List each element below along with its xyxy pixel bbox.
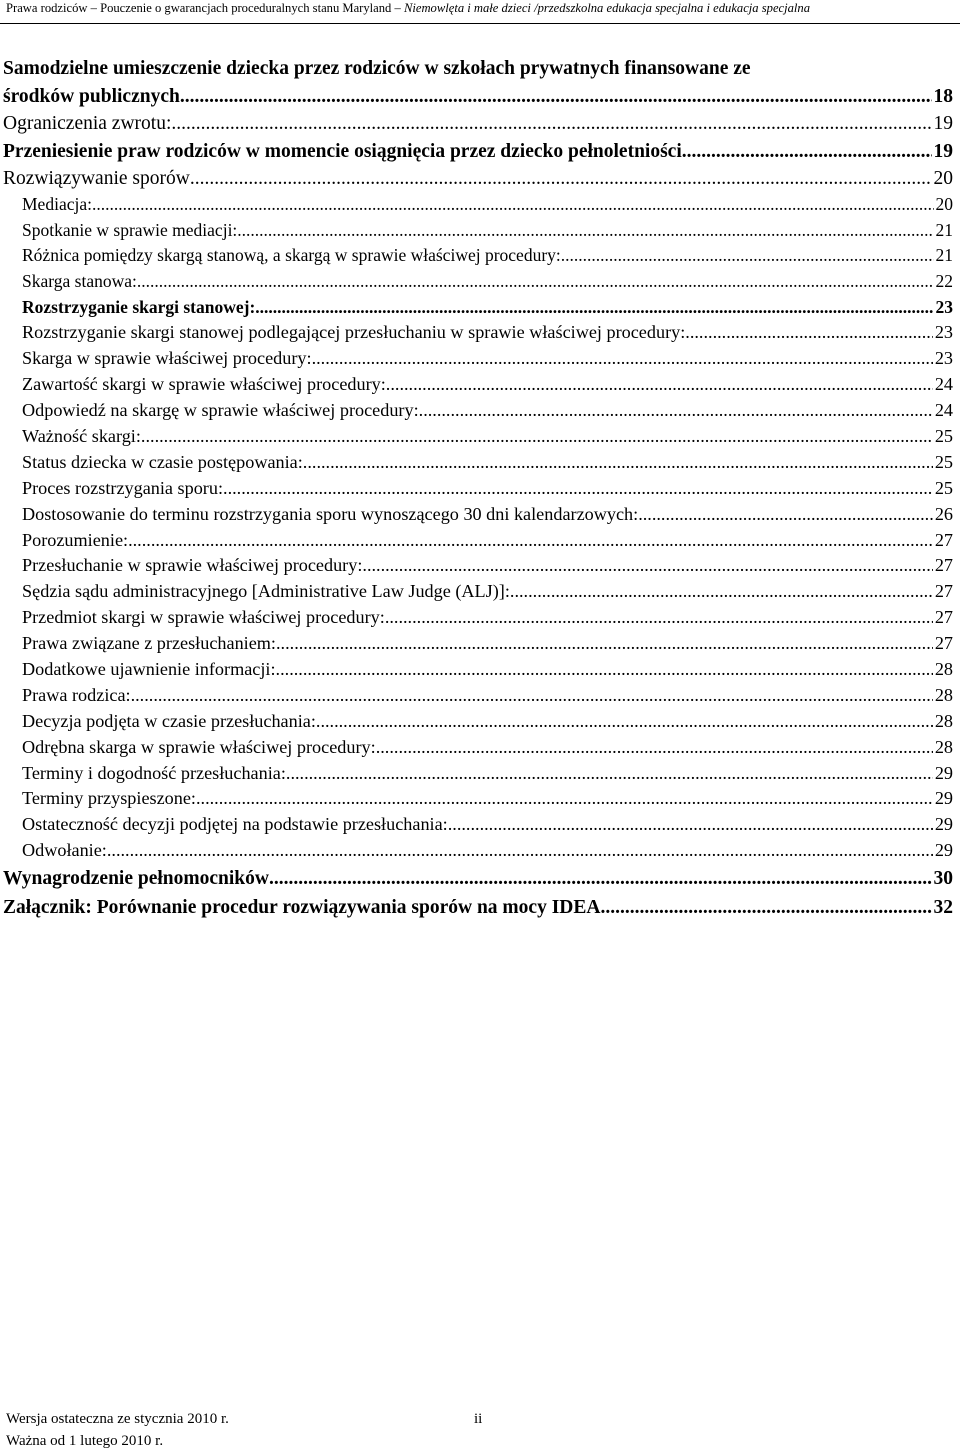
toc-entry-title: Rozwiązywanie sporów xyxy=(3,168,190,189)
toc-dot-leader xyxy=(638,502,933,528)
toc-entry-title: Terminy przyspieszone: xyxy=(22,788,196,809)
toc-entry-title: Skarga w sprawie właściwej procedury: xyxy=(22,348,312,369)
toc-dot-leader xyxy=(376,735,933,761)
toc-entry-title: Sędzia sądu administracyjnego [Administrative Law Judge (ALJ)]: xyxy=(22,581,510,602)
toc-entry-title: Odpowiedź na skargę w sprawie właściwej procedury: xyxy=(22,400,419,421)
toc-entry[interactable] xyxy=(0,218,953,244)
header-text xyxy=(0,0,960,17)
toc-entry-title: Odrębna skarga w sprawie właściwej procedury: xyxy=(22,736,376,757)
toc-dot-leader xyxy=(312,346,933,372)
toc-dot-leader xyxy=(180,82,932,111)
toc-entry[interactable] xyxy=(0,838,953,864)
toc-entry-page-number: 23 xyxy=(934,348,953,369)
toc-entry[interactable] xyxy=(0,528,953,554)
toc-dot-leader xyxy=(255,295,933,321)
toc-dot-leader xyxy=(269,864,932,893)
toc-entry[interactable] xyxy=(0,424,953,450)
toc-entry[interactable] xyxy=(0,320,953,346)
toc-entry[interactable] xyxy=(0,166,953,192)
toc-dot-leader xyxy=(276,631,933,657)
running-header xyxy=(0,0,960,24)
toc-entry-page-number: 29 xyxy=(934,814,953,835)
toc-entry-title: Skarga stanowa: xyxy=(22,271,137,292)
toc-entry[interactable] xyxy=(0,631,953,657)
footer-version: Wersja ostateczna ze stycznia 2010 r. xyxy=(6,1411,229,1427)
toc-entry[interactable] xyxy=(0,709,953,735)
toc-entry[interactable] xyxy=(0,864,953,893)
toc-entry-title: Ważność skargi: xyxy=(22,426,141,446)
toc-dot-leader xyxy=(196,786,933,812)
toc-entry[interactable] xyxy=(0,476,953,502)
toc-entry[interactable] xyxy=(0,786,953,812)
toc-entry-title: Przesłuchanie w sprawie właściwej procedury: xyxy=(22,555,363,576)
toc-dot-leader xyxy=(128,528,933,554)
toc-entry-page-number: 22 xyxy=(935,271,953,292)
toc-entry-title: Status dziecka w czasie postępowania: xyxy=(22,451,303,472)
toc-entry-title: Dostosowanie do terminu rozstrzygania sporu wynoszącego 30 dni kalendarzowych: xyxy=(22,503,639,524)
footer-page-number: ii xyxy=(474,1411,483,1427)
toc-entry-page-number: 27 xyxy=(934,581,953,602)
toc-entry-page-number: 23 xyxy=(934,322,953,343)
toc-entry-title: Rozstrzyganie skargi stanowej podlegającej przesłuchaniu w sprawie właściwej procedury: xyxy=(22,322,686,343)
toc-entry-title: Proces rozstrzygania sporu: xyxy=(22,477,224,498)
toc-entry-page-number: 24 xyxy=(934,374,953,395)
toc-entry[interactable] xyxy=(0,346,953,372)
toc-entry-page-number: 19 xyxy=(933,113,953,134)
toc-entry-title: Ograniczenia zwrotu: xyxy=(3,113,172,134)
toc-entry-page-number: 29 xyxy=(934,840,953,861)
toc-entry-page-number: 28 xyxy=(934,684,953,705)
toc-dot-leader xyxy=(600,893,931,922)
toc-entry[interactable] xyxy=(0,243,953,269)
toc-entry-page-number: 25 xyxy=(934,426,953,446)
toc-entry-title: Wynagrodzenie pełnomocników xyxy=(3,868,269,890)
toc-entry[interactable] xyxy=(0,82,953,111)
toc-entry-title: Prawa rodzica: xyxy=(22,684,131,705)
toc-entry-title: Załącznik: Porównanie procedur rozwiązywania sporów na mocy IDEA xyxy=(3,897,601,919)
toc-entry[interactable] xyxy=(0,269,953,295)
toc-entry-page-number: 30 xyxy=(933,868,953,890)
toc-entry-page-number: 29 xyxy=(934,788,953,809)
toc-entry[interactable] xyxy=(0,137,953,166)
toc-dot-leader xyxy=(419,398,933,424)
toc-entry[interactable] xyxy=(0,192,953,218)
toc-dot-leader xyxy=(171,111,931,137)
toc-dot-leader xyxy=(316,709,933,735)
toc-entry[interactable] xyxy=(0,683,953,709)
toc-entry-page-number: 26 xyxy=(934,503,953,524)
toc-entry-page-number: 25 xyxy=(934,451,953,472)
toc-entry-title: środków publicznych xyxy=(3,86,180,107)
toc-entry-title: Odwołanie: xyxy=(22,840,107,861)
toc-entry[interactable] xyxy=(0,761,953,787)
toc-entry[interactable] xyxy=(0,812,953,838)
toc-entry-page-number: 28 xyxy=(934,659,953,680)
toc-entry-title: Porozumienie: xyxy=(22,529,129,550)
toc-entry-page-number: 27 xyxy=(934,555,953,576)
toc-entry-page-number: 27 xyxy=(934,607,953,628)
toc-dot-leader xyxy=(448,812,933,838)
toc-dot-leader xyxy=(685,320,933,346)
toc-entry[interactable] xyxy=(0,553,953,579)
toc-entry-title: Mediacja: xyxy=(22,194,92,214)
toc-entry-page-number: 28 xyxy=(934,710,953,731)
toc-dot-leader xyxy=(137,269,934,295)
toc-entry-page-number: 25 xyxy=(934,477,953,498)
toc-entry[interactable] xyxy=(0,502,953,528)
toc-entry[interactable] xyxy=(0,657,953,683)
toc-dot-leader xyxy=(223,476,933,502)
toc-entry[interactable] xyxy=(0,579,953,605)
toc-dot-leader xyxy=(510,579,933,605)
toc-entries xyxy=(0,82,960,922)
toc-entry-title: Różnica pomiędzy skargą stanową, a skargą w sprawie właściwej procedury: xyxy=(22,245,561,266)
toc-dot-leader xyxy=(107,838,933,864)
toc-entry-page-number: 21 xyxy=(935,219,953,240)
toc-entry-page-number: 29 xyxy=(934,762,953,783)
toc-entry-title: Przedmiot skargi w sprawie właściwej procedury: xyxy=(22,607,385,628)
toc-dot-leader xyxy=(190,166,932,192)
toc-dot-leader xyxy=(286,761,933,787)
toc-entry-title: Terminy i dogodność przesłuchania: xyxy=(22,762,286,783)
toc-entry-page-number: 20 xyxy=(935,194,953,214)
toc-dot-leader xyxy=(561,243,934,269)
table-of-contents xyxy=(0,55,960,922)
toc-dot-leader xyxy=(92,192,934,218)
toc-entry-page-number: 28 xyxy=(934,736,953,757)
toc-dot-leader xyxy=(141,424,933,450)
footer-valid-date: Ważna od 1 lutego 2010 r. xyxy=(6,1433,164,1449)
toc-entry-page-number: 27 xyxy=(934,633,953,654)
toc-entry-title: Zawartość skargi w sprawie właściwej procedury: xyxy=(22,374,386,395)
toc-dot-leader xyxy=(682,137,932,166)
toc-dot-leader xyxy=(131,683,933,709)
toc-entry-title: Dodatkowe ujawnienie informacji: xyxy=(22,659,276,680)
toc-entry-page-number: 21 xyxy=(935,245,953,266)
toc-entry-page-number: 32 xyxy=(933,897,953,919)
toc-entry[interactable] xyxy=(0,735,953,761)
header-left: Prawa rodziców – Pouczenie o gwarancjach proceduralnych stanu Maryland – xyxy=(6,1,404,15)
toc-entry-page-number: 23 xyxy=(935,296,953,317)
toc-entry-page-number: 20 xyxy=(933,168,953,189)
toc-entry[interactable] xyxy=(0,295,953,321)
toc-entry[interactable] xyxy=(0,372,953,398)
toc-entry[interactable] xyxy=(0,605,953,631)
toc-entry[interactable] xyxy=(0,450,953,476)
toc-entry-title: Przeniesienie praw rodziców w momencie osiągnięcia przez dziecko pełnoletniości xyxy=(3,141,682,162)
toc-entry-title: Rozstrzyganie skargi stanowej: xyxy=(22,296,256,317)
toc-dot-leader xyxy=(237,218,933,244)
toc-entry-title: Ostateczność decyzji podjętej na podstawie przesłuchania: xyxy=(22,814,448,835)
toc-entry-first-line: Samodzielne umieszczenie dziecka przez rodziców w szkołach prywatnych finansowane ze xyxy=(3,58,751,79)
toc-entry-title: Prawa związane z przesłuchaniem: xyxy=(22,633,276,654)
toc-entry-title: Spotkanie w sprawie mediacji: xyxy=(22,219,238,240)
toc-entry-page-number: 19 xyxy=(933,141,953,162)
toc-entry[interactable] xyxy=(0,893,953,922)
toc-dot-leader xyxy=(362,553,932,579)
toc-dot-leader xyxy=(386,372,933,398)
toc-dot-leader xyxy=(276,657,933,683)
toc-entry[interactable] xyxy=(0,398,953,424)
toc-entry-page-number: 27 xyxy=(934,529,953,550)
toc-entry-title: Decyzja podjęta w czasie przesłuchania: xyxy=(22,710,316,731)
toc-dot-leader xyxy=(385,605,933,631)
toc-entry[interactable] xyxy=(0,111,953,137)
toc-dot-leader xyxy=(303,450,933,476)
header-right: Niemowlęta i małe dzieci /przedszkolna edukacja specjalna i edukacja specjalna xyxy=(403,1,811,15)
toc-entry-page-number: 18 xyxy=(933,86,953,107)
page-footer xyxy=(6,1408,483,1452)
toc-entry-page-number: 24 xyxy=(934,400,953,421)
